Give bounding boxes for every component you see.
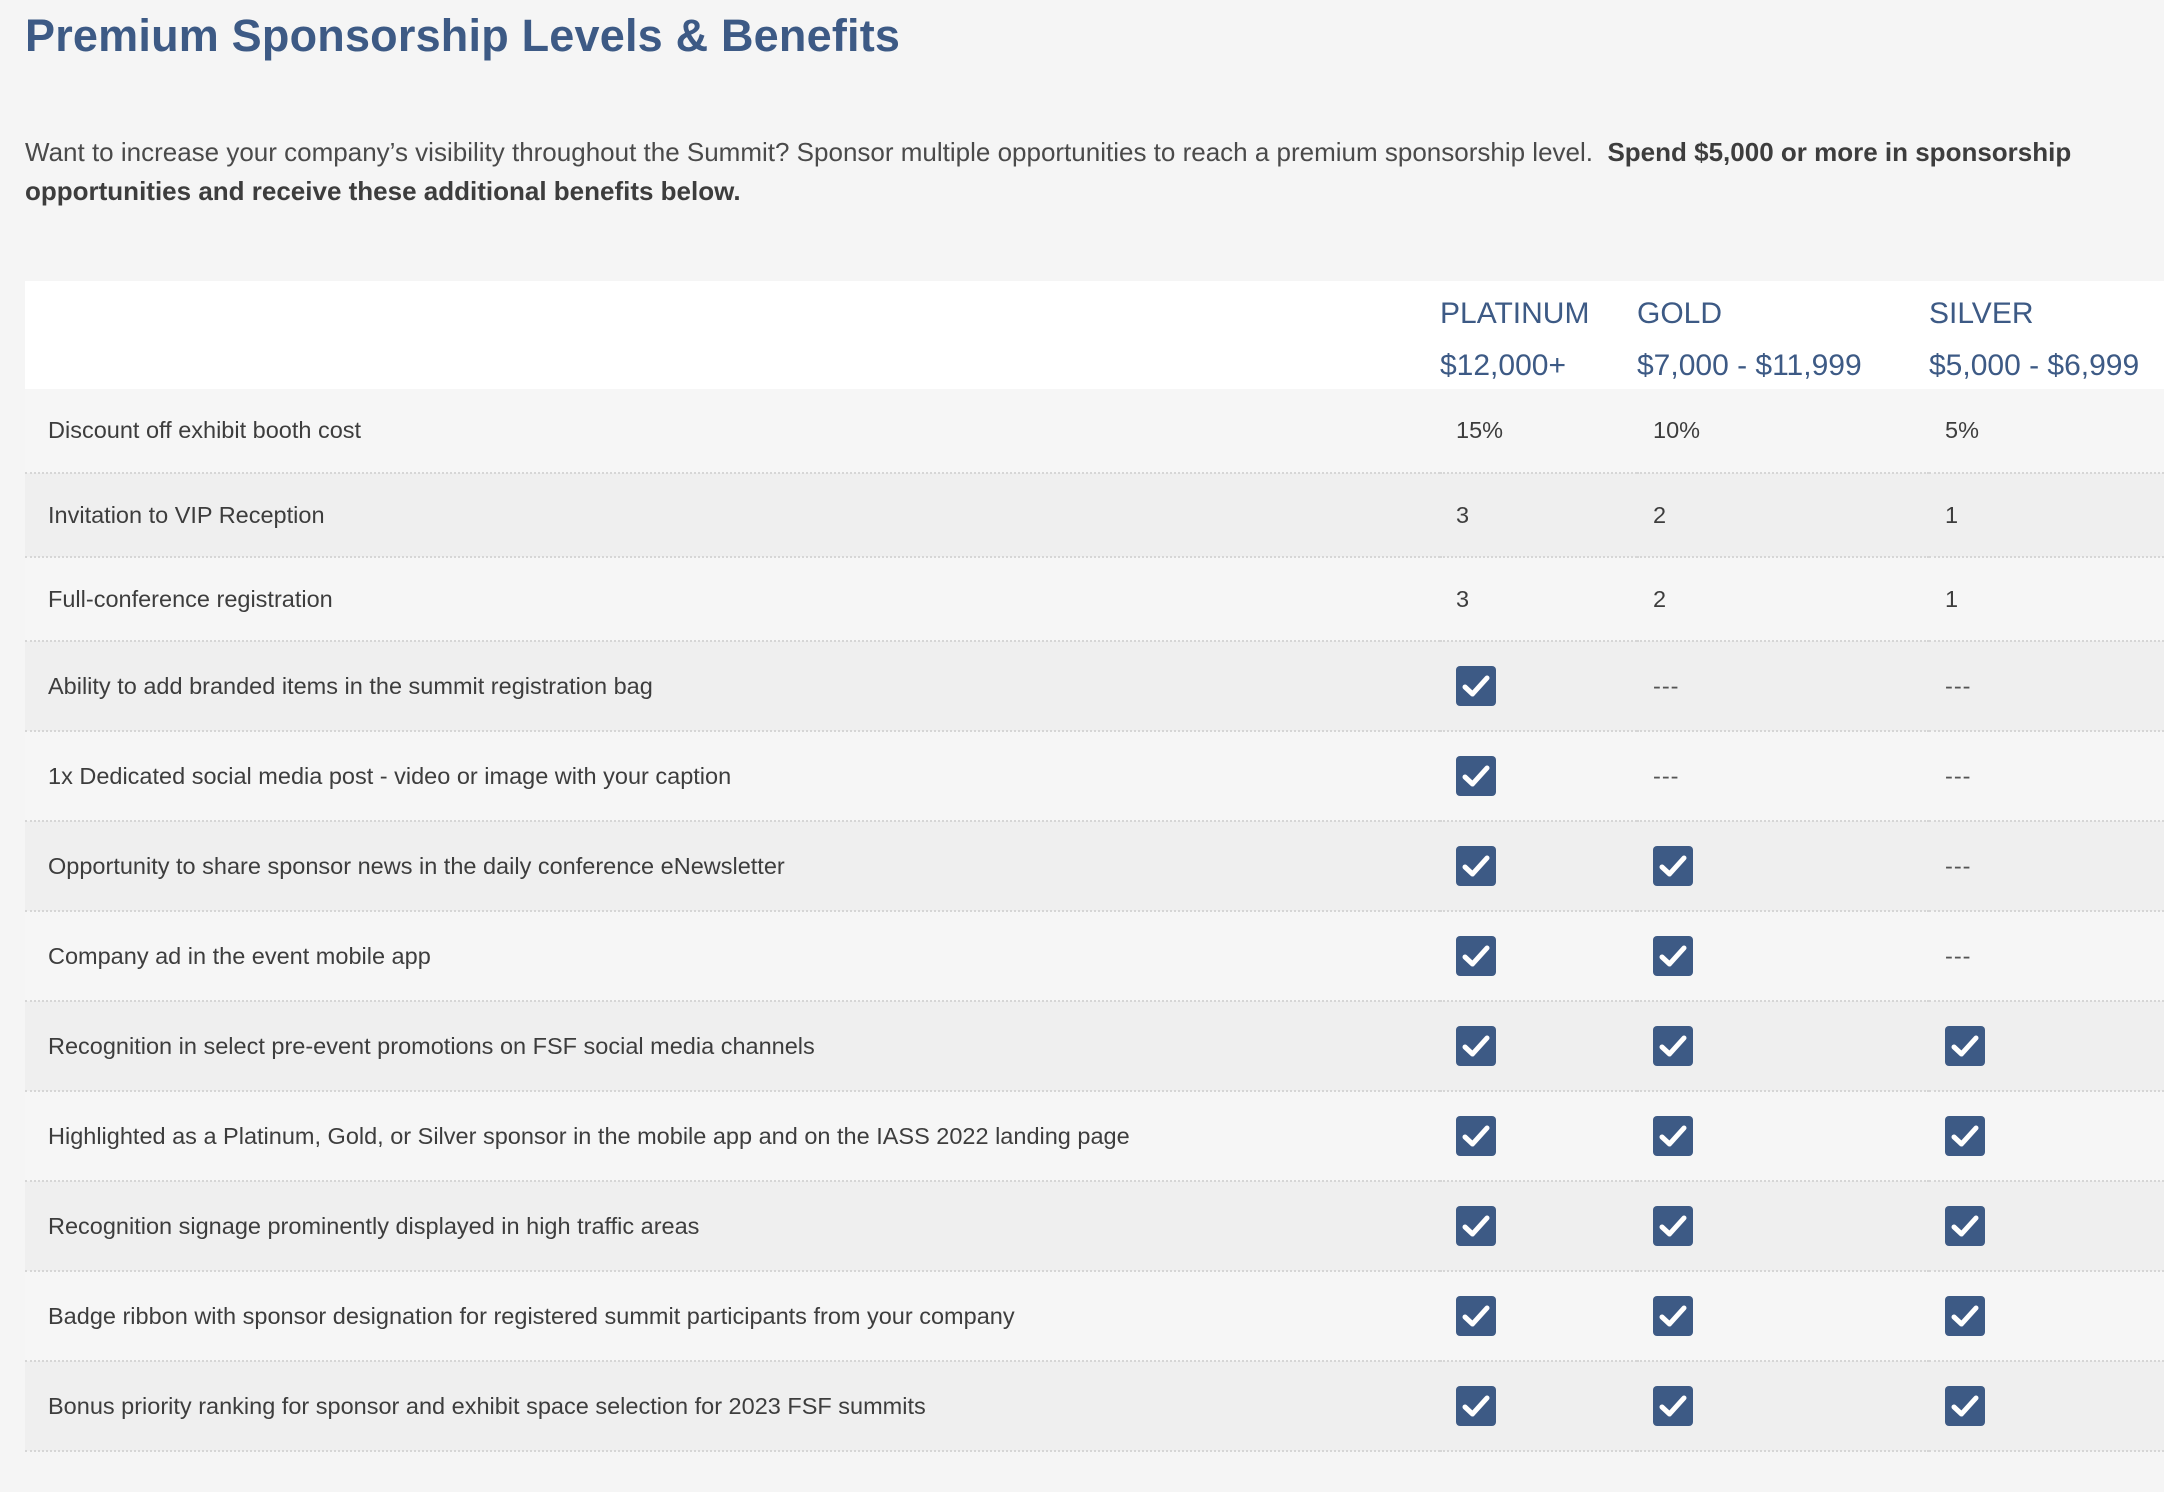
- tier-price: $7,000 - $11,999: [1637, 349, 1862, 382]
- not-included-dash: ---: [1945, 852, 1972, 879]
- benefit-label: 1x Dedicated social media post - video or image with your caption: [48, 762, 732, 789]
- checkbox-checked-icon: [1653, 1116, 1693, 1156]
- intro-bold-text: Spend $5,000 or more in sponsorship opportunities and receive these additional benefits below.: [25, 137, 2072, 206]
- checkbox-checked-icon: [1456, 1116, 1496, 1156]
- value-text: 3: [1456, 585, 1470, 612]
- benefit-column-header: [25, 281, 1440, 389]
- tier-name: SILVER: [1929, 297, 2034, 330]
- benefit-label: Discount off exhibit booth cost: [48, 417, 362, 443]
- tier-header-gold: [1637, 281, 1929, 389]
- benefit-label: Bonus priority ranking for sponsor and exhibit space selection for 2023 FSF summits: [48, 1392, 926, 1419]
- intro-paragraph: [25, 133, 2135, 211]
- value-text: 5%: [1945, 417, 1979, 443]
- benefit-value-platinum: [1440, 1181, 1637, 1271]
- checkbox-checked-icon: [1456, 846, 1496, 886]
- benefit-value-silver: [1929, 641, 2164, 731]
- checkbox-checked-icon: [1945, 1386, 1985, 1426]
- value-text: 15%: [1456, 417, 1504, 443]
- table-row: [25, 557, 2164, 641]
- tier-price: $12,000+: [1440, 349, 1566, 382]
- benefit-value-gold: [1637, 641, 1929, 731]
- checkbox-checked-icon: [1456, 1206, 1496, 1246]
- benefit-value-platinum: [1440, 911, 1637, 1001]
- benefit-value-silver: [1929, 1181, 2164, 1271]
- not-included-dash: ---: [1945, 942, 1972, 969]
- value-text: 1: [1945, 585, 1959, 612]
- benefit-label: Badge ribbon with sponsor designation for registered summit participants from your company: [48, 1302, 1015, 1329]
- value-text: 2: [1653, 585, 1667, 612]
- benefit-value-platinum: [1440, 1361, 1637, 1451]
- benefit-value-gold: [1637, 1001, 1929, 1091]
- benefit-value-gold: [1637, 557, 1929, 641]
- table-row: [25, 1361, 2164, 1451]
- benefit-value-gold: [1637, 1091, 1929, 1181]
- value-text: 10%: [1653, 417, 1701, 443]
- not-included-dash: ---: [1945, 672, 1972, 699]
- checkbox-checked-icon: [1456, 1026, 1496, 1066]
- checkbox-checked-icon: [1456, 1386, 1496, 1426]
- tier-name: PLATINUM: [1440, 297, 1590, 330]
- benefit-value-platinum: [1440, 1091, 1637, 1181]
- benefit-value-gold: [1637, 389, 1929, 473]
- checkbox-checked-icon: [1653, 1296, 1693, 1336]
- benefit-label: Full-conference registration: [48, 585, 333, 612]
- not-included-dash: ---: [1653, 672, 1680, 699]
- benefit-label: Invitation to VIP Reception: [48, 501, 325, 528]
- benefit-value-gold: [1637, 1361, 1929, 1451]
- table-row: [25, 1181, 2164, 1271]
- benefit-value-platinum: [1440, 557, 1637, 641]
- benefit-value-silver: [1929, 557, 2164, 641]
- checkbox-checked-icon: [1456, 666, 1496, 706]
- value-text: 2: [1653, 501, 1667, 528]
- table-row: [25, 1271, 2164, 1361]
- benefit-value-gold: [1637, 1181, 1929, 1271]
- benefit-value-gold: [1637, 1271, 1929, 1361]
- value-text: 3: [1456, 501, 1470, 528]
- checkbox-checked-icon: [1456, 936, 1496, 976]
- benefit-value-platinum: [1440, 731, 1637, 821]
- table-row: [25, 389, 2164, 473]
- benefit-value-silver: [1929, 389, 2164, 473]
- benefit-label: Recognition in select pre-event promotions on FSF social media channels: [48, 1032, 815, 1059]
- benefit-value-silver: [1929, 1361, 2164, 1451]
- benefit-value-platinum: [1440, 473, 1637, 557]
- benefit-value-silver: [1929, 473, 2164, 557]
- not-included-dash: ---: [1653, 762, 1680, 789]
- benefit-label: Ability to add branded items in the summit registration bag: [48, 672, 653, 699]
- tier-name: GOLD: [1637, 297, 1723, 330]
- not-included-dash: ---: [1945, 762, 1972, 789]
- benefit-value-gold: [1637, 473, 1929, 557]
- table-row: [25, 473, 2164, 557]
- table-body: [25, 389, 2164, 1451]
- checkbox-checked-icon: [1945, 1206, 1985, 1246]
- benefit-value-platinum: [1440, 821, 1637, 911]
- benefit-label: Opportunity to share sponsor news in the daily conference eNewsletter: [48, 852, 785, 879]
- checkbox-checked-icon: [1945, 1296, 1985, 1336]
- benefit-value-gold: [1637, 821, 1929, 911]
- table-row: [25, 911, 2164, 1001]
- checkbox-checked-icon: [1653, 1206, 1693, 1246]
- benefit-value-platinum: [1440, 641, 1637, 731]
- table-row: [25, 821, 2164, 911]
- checkbox-checked-icon: [1653, 1386, 1693, 1426]
- tier-header-platinum: [1440, 281, 1637, 389]
- benefit-value-platinum: [1440, 389, 1637, 473]
- table-row: [25, 641, 2164, 731]
- benefit-value-gold: [1637, 911, 1929, 1001]
- checkbox-checked-icon: [1456, 756, 1496, 796]
- checkbox-checked-icon: [1945, 1026, 1985, 1066]
- benefit-value-silver: [1929, 1091, 2164, 1181]
- page-title: Premium Sponsorship Levels & Benefits: [25, 10, 901, 61]
- table-row: [25, 1001, 2164, 1091]
- benefit-label: Company ad in the event mobile app: [48, 942, 431, 969]
- benefit-value-silver: [1929, 1001, 2164, 1091]
- benefit-value-platinum: [1440, 1001, 1637, 1091]
- checkbox-checked-icon: [1653, 846, 1693, 886]
- intro-text: Want to increase your company’s visibility throughout the Summit? Sponsor multiple opportunities to reach a premium sponsorship level.: [25, 137, 1593, 167]
- benefit-value-gold: [1637, 731, 1929, 821]
- value-text: 1: [1945, 501, 1959, 528]
- benefit-value-platinum: [1440, 1271, 1637, 1361]
- benefit-value-silver: [1929, 1271, 2164, 1361]
- checkbox-checked-icon: [1653, 1026, 1693, 1066]
- checkbox-checked-icon: [1653, 936, 1693, 976]
- benefit-value-silver: [1929, 911, 2164, 1001]
- sponsorship-benefits-table: [25, 281, 2164, 1452]
- benefit-value-silver: [1929, 731, 2164, 821]
- table-header-row: [25, 281, 2164, 389]
- benefit-label: Recognition signage prominently displayed in high traffic areas: [48, 1212, 700, 1239]
- table-row: [25, 1091, 2164, 1181]
- checkbox-checked-icon: [1456, 1296, 1496, 1336]
- benefit-label: Highlighted as a Platinum, Gold, or Silver sponsor in the mobile app and on the IASS 2022 landing page: [48, 1122, 1130, 1149]
- tier-header-silver: [1929, 281, 2164, 389]
- tier-price: $5,000 - $6,999: [1929, 349, 2140, 382]
- checkbox-checked-icon: [1945, 1116, 1985, 1156]
- table-row: [25, 731, 2164, 821]
- benefit-value-silver: [1929, 821, 2164, 911]
